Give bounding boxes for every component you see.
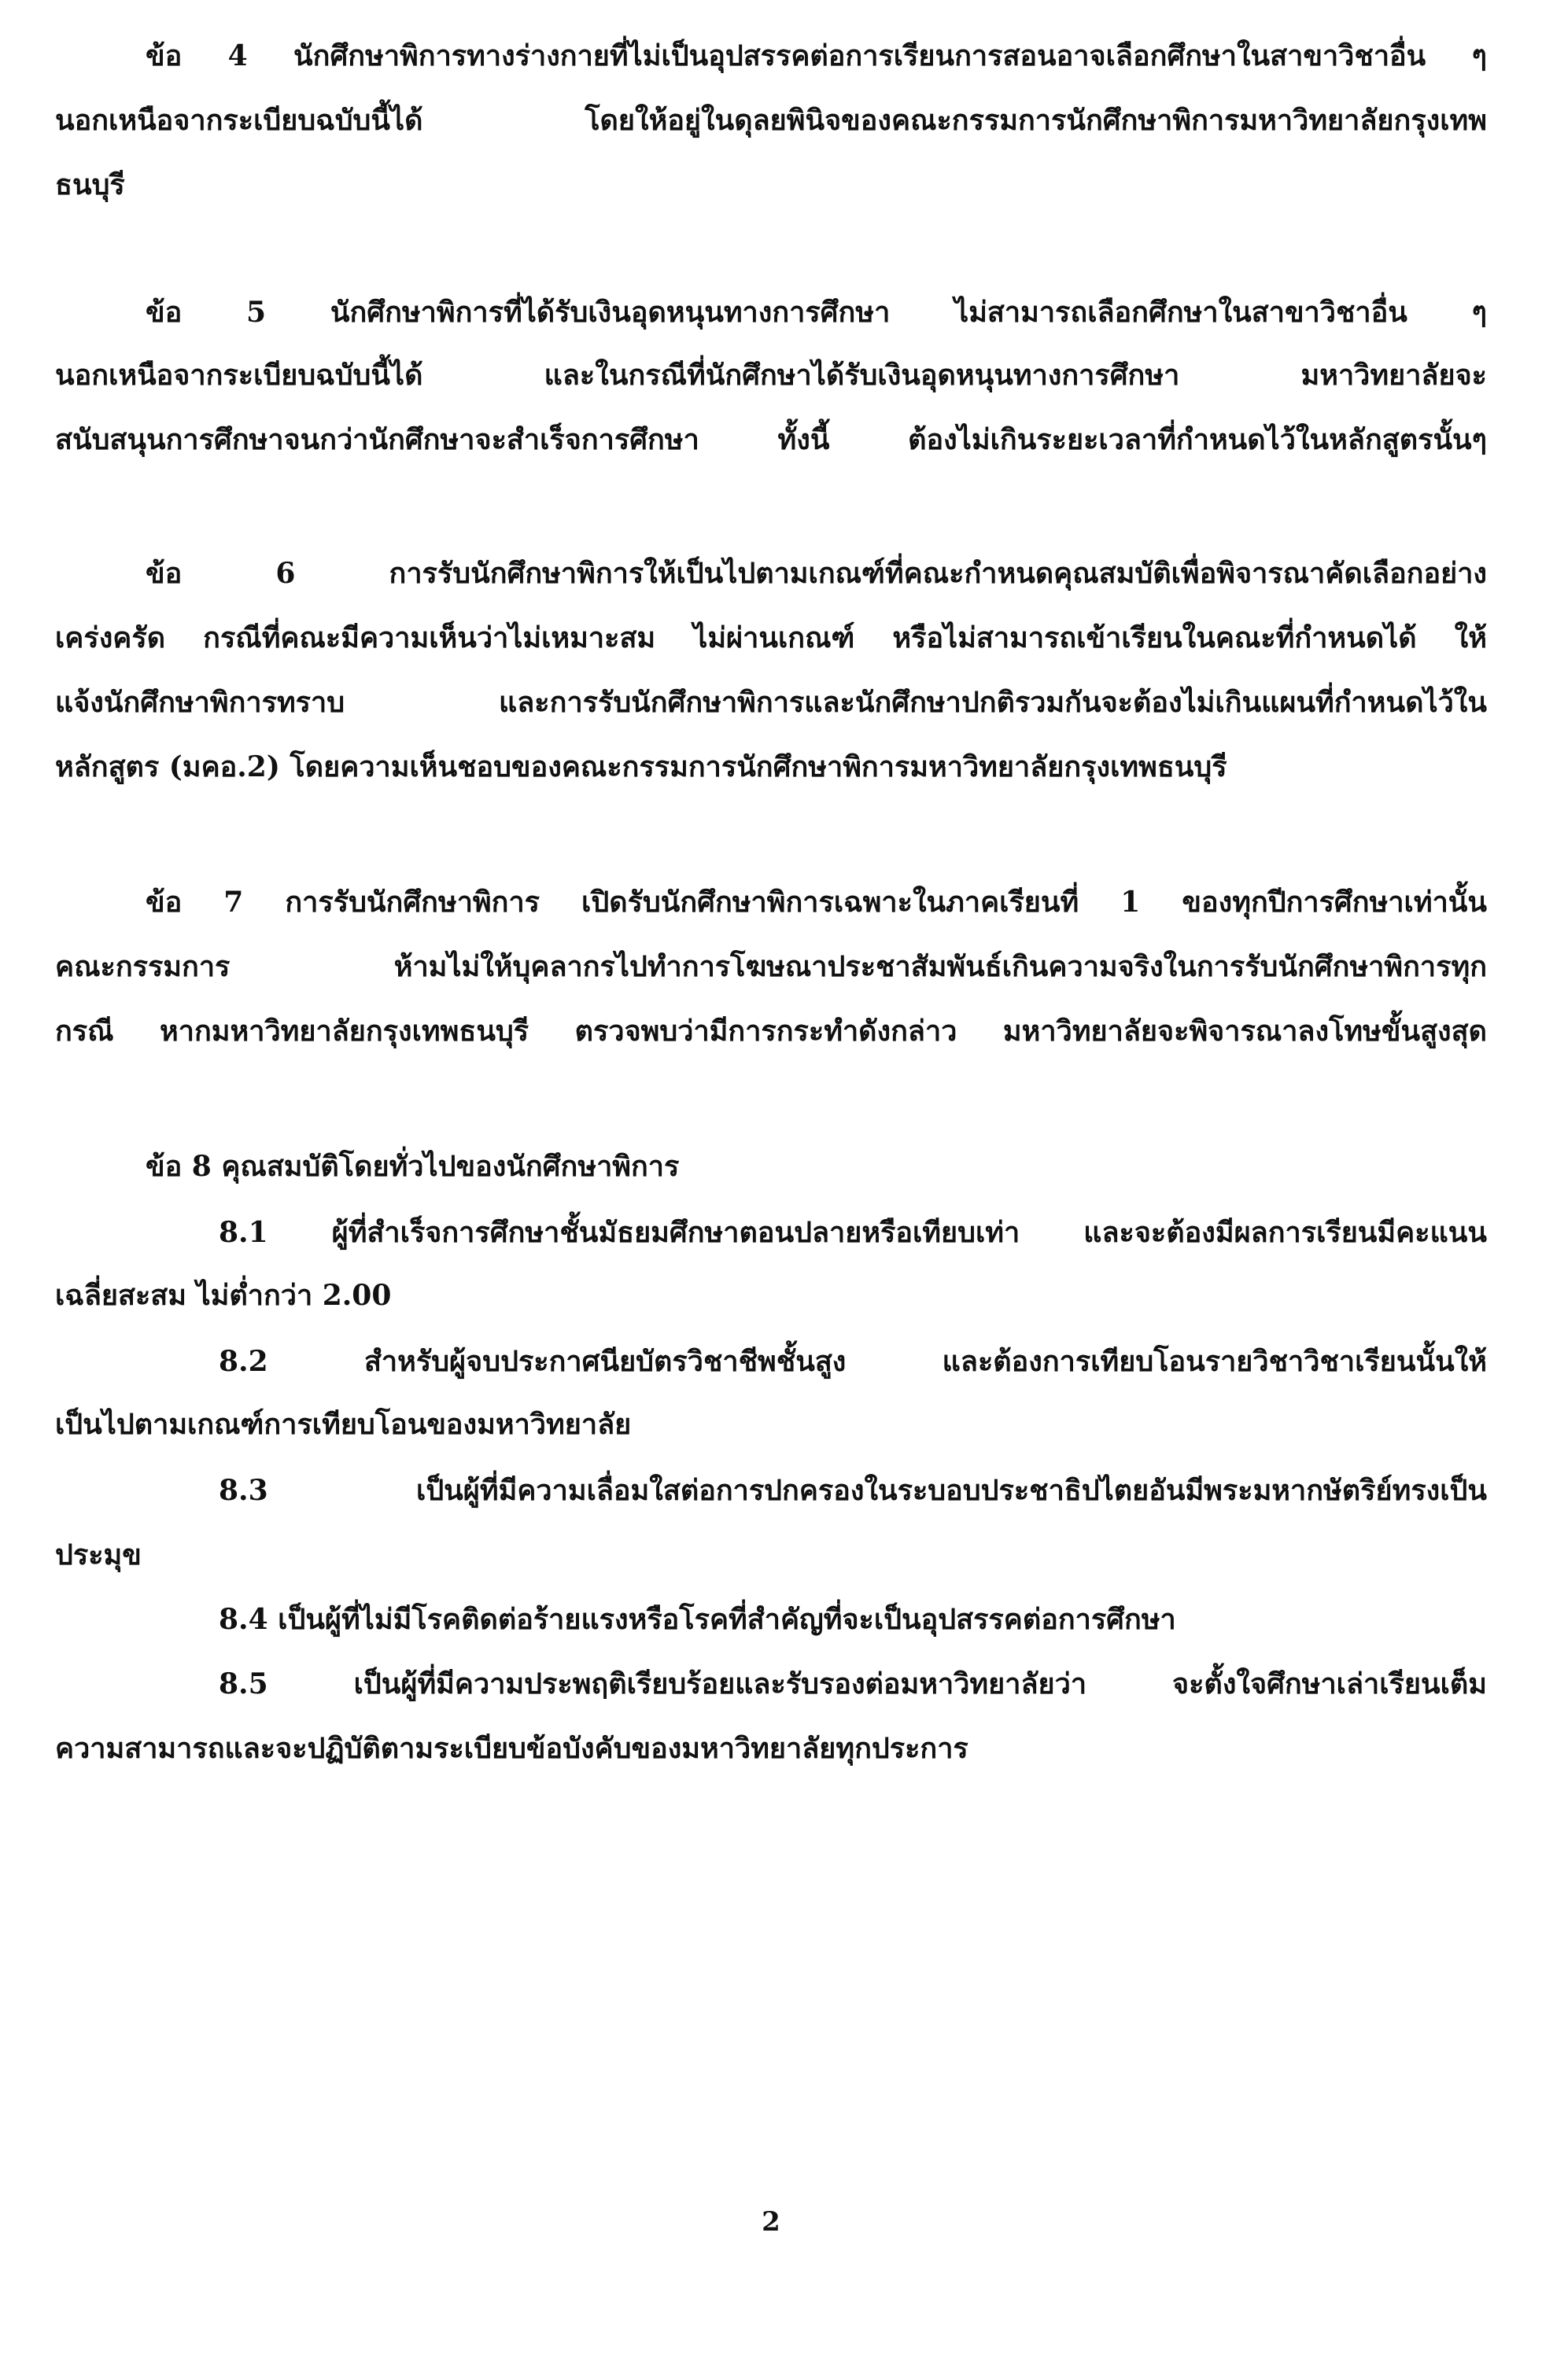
item-8-1-line-2: เฉลี่ยสะสม ไม่ต่ำกว่า 2.00: [55, 1279, 392, 1312]
clause-7-line-1: ข้อ 7 การรับนักศึกษาพิการ เปิดรับนักศึกษาพิการเฉพาะในภาคเรียนที่ 1 ของทุกปีการศึกษาเท่านั้น: [146, 886, 1487, 919]
clause-6-line-1: ข้อ 6 การรับนักศึกษาพิการให้เป็นไปตามเกณฑ์ที่คณะกำหนดคุณสมบัติเพื่อพิจารณาคัดเลือกอย่าง: [146, 557, 1487, 590]
clause-6-line-2: เคร่งครัด กรณีที่คณะมีความเห็นว่าไม่เหมาะสม ไม่ผ่านเกณฑ์ หรือไม่สามารถเข้าเรียนในคณะที่กำหนดได้ ให้: [55, 621, 1487, 654]
clause-6-line-3: แจ้งนักศึกษาพิการทราบ และการรับนักศึกษาพิการและนักศึกษาปกติรวมกันจะต้องไม่เกินแผนที่กำหนดไว้ใน: [55, 686, 1487, 719]
clause-8-heading: ข้อ 8 คุณสมบัติโดยทั่วไปของนักศึกษาพิการ: [146, 1150, 680, 1183]
clause-4-line-2: นอกเหนือจากระเบียบฉบับนี้ได้ โดยให้อยู่ในดุลยพินิจของคณะกรรมการนักศึกษาพิการมหาวิทยาลัยกรุงเทพ: [55, 104, 1487, 137]
item-8-1-line-1: 8.1 ผู้ที่สำเร็จการศึกษาชั้นมัธยมศึกษาตอนปลายหรือเทียบเท่า และจะต้องมีผลการเรียนมีคะแนน: [219, 1216, 1487, 1249]
clause-4-line-3: ธนบุรี: [55, 168, 125, 201]
item-8-2-line-1: 8.2 สำหรับผู้จบประกาศนียบัตรวิชาชีพชั้นสูง และต้องการเทียบโอนรายวิชาวิชาเรียนนั้นให้: [219, 1345, 1487, 1378]
clause-7-line-3: กรณี หากมหาวิทยาลัยกรุงเทพธนบุรี ตรวจพบว่ามีการกระทำดังกล่าว มหาวิทยาลัยจะพิจารณาลงโทษขั้นสูงสุด: [55, 1015, 1487, 1048]
clause-7-line-2: คณะกรรมการ ห้ามไม่ให้บุคลากรไปทำการโฆษณาประชาสัมพันธ์เกินความจริงในการรับนักศึกษาพิการทุก: [55, 950, 1487, 983]
item-8-3-line-1: 8.3 เป็นผู้ที่มีความเลื่อมใสต่อการปกครองในระบอบประชาธิปไตยอันมีพระมหากษัตริย์ทรงเป็น: [219, 1474, 1487, 1507]
page-number: 2: [762, 2206, 780, 2238]
clause-5-line-2: นอกเหนือจากระเบียบฉบับนี้ได้ และในกรณีที่นักศึกษาได้รับเงินอุดหนุนทางการศึกษา มหาวิทยาลัยจะ: [55, 359, 1487, 392]
clause-6-line-4: หลักสูตร (มคอ.2) โดยความเห็นชอบของคณะกรรมการนักศึกษาพิการมหาวิทยาลัยกรุงเทพธนบุรี: [55, 750, 1227, 783]
item-8-5-line-2: ความสามารถและจะปฏิบัติตามระเบียบข้อบังคับของมหาวิทยาลัยทุกประการ: [55, 1732, 968, 1765]
item-8-4-line-1: 8.4 เป็นผู้ที่ไม่มีโรคติดต่อร้ายแรงหรือโรคที่สำคัญที่จะเป็นอุปสรรคต่อการศึกษา: [219, 1603, 1176, 1636]
item-8-2-line-2: เป็นไปตามเกณฑ์การเทียบโอนของมหาวิทยาลัย: [55, 1408, 632, 1441]
clause-5-line-1: ข้อ 5 นักศึกษาพิการที่ได้รับเงินอุดหนุนทางการศึกษา ไม่สามารถเลือกศึกษาในสาขาวิชาอื่น ๆ: [146, 296, 1487, 329]
item-8-3-line-2: ประมุข: [55, 1538, 142, 1571]
clause-4-line-1: ข้อ 4 นักศึกษาพิการทางร่างกายที่ไม่เป็นอุปสรรคต่อการเรียนการสอนอาจเลือกศึกษาในสาขาวิชาอื่น ๆ: [146, 39, 1487, 72]
item-8-5-line-1: 8.5 เป็นผู้ที่มีความประพฤติเรียบร้อยและรับรองต่อมหาวิทยาลัยว่า จะตั้งใจศึกษาเล่าเรียนเต็ม: [219, 1667, 1487, 1700]
clause-5-line-3: สนับสนุนการศึกษาจนกว่านักศึกษาจะสำเร็จการศึกษา ทั้งนี้ ต้องไม่เกินระยะเวลาที่กำหนดไว้ในหลักสูตรนั้นๆ: [55, 423, 1487, 456]
